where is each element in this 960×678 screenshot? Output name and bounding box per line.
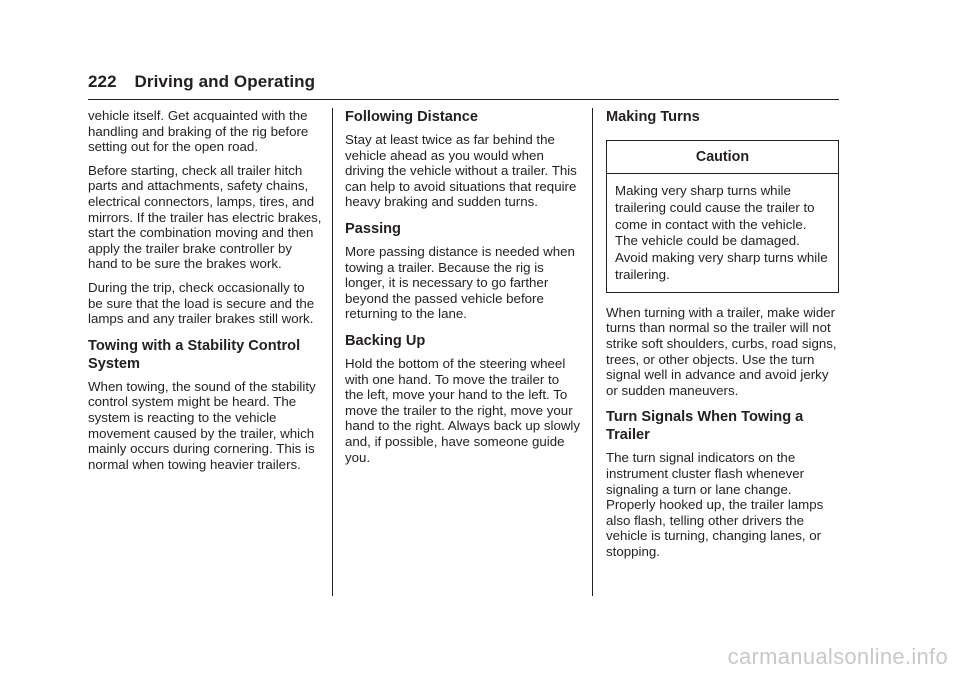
caution-box: [606, 140, 839, 293]
column-divider-2: [592, 108, 593, 596]
watermark: carmanualsonline.info: [727, 644, 948, 669]
header-divider: [88, 99, 839, 100]
heading-passing: Passing: [345, 220, 401, 237]
paragraph: The turn signal indicators on the instrument cluster flash whenever signaling a turn or lane change. Properly hooked up, the trailer lamps also flash, telling other drivers the vehicle is turning, changing lanes, or stopping.: [606, 450, 824, 559]
heading-turn-signals: Turn Signals When Towing a Trailer: [606, 409, 804, 444]
paragraph: Before starting, check all trailer hitch parts and attachments, safety chains, electrical connectors, lamps, tires, and mirrors. If the trailer has electric brakes, start the combination moving and then apply the trailer brake controller by hand to be sure the brakes work.: [88, 162, 322, 272]
caution-text: Making very sharp turns while trailering could cause the trailer to come in contact with the vehicle. The vehicle could be damaged. Avoid making very sharp turns while trailering.: [615, 183, 828, 282]
paragraph: When turning with a trailer, make wider turns than normal so the trailer will not strike soft shoulders, curbs, road signs, trees, or other objects. Use the turn signal well in advance and avoid jerky or sudden maneuvers.: [606, 304, 837, 398]
paragraph: vehicle itself. Get acquainted with the handling and braking of the rig before setting out for the open road.: [88, 108, 309, 155]
column-2: [345, 108, 581, 473]
paragraph: During the trip, check occasionally to be sure that the load is secure and the lamps and any trailer brakes still work.: [88, 279, 315, 327]
column-1: [88, 108, 322, 480]
paragraph: More passing distance is needed when towing a trailer. Because the rig is longer, it is necessary to go farther beyond the passed vehicle before returning to the lane.: [345, 243, 575, 322]
heading-making-turns: Making Turns: [606, 109, 700, 125]
column-3: [606, 108, 840, 568]
section-title: Driving and Operating: [134, 72, 316, 91]
caution-title: Caution: [607, 141, 838, 174]
paragraph: Stay at least twice as far behind the vehicle ahead as you would when driving the vehicle without a trailer. This can help to avoid situations that require heavy braking and sudden turns.: [345, 132, 577, 210]
page-header: [88, 72, 315, 92]
page-number: 222: [88, 72, 117, 91]
paragraph: When towing, the sound of the stability control system might be heard. The system is reacting to the vehicle movement caused by the trailer, which mainly occurs during cornering. This is normal when towing heavier trailers.: [88, 378, 316, 472]
heading-following-distance: Following Distance: [345, 109, 478, 125]
column-divider-1: [332, 108, 333, 596]
paragraph: Hold the bottom of the steering wheel with one hand. To move the trailer to the left, move your hand to the left. To move the trailer to the right, move your hand to the right. Always back up slowly and, if possible, have someone guide you.: [345, 355, 581, 465]
heading-backing-up: Backing Up: [345, 332, 426, 349]
heading-stability-control: Towing with a Stability Control System: [88, 337, 301, 372]
